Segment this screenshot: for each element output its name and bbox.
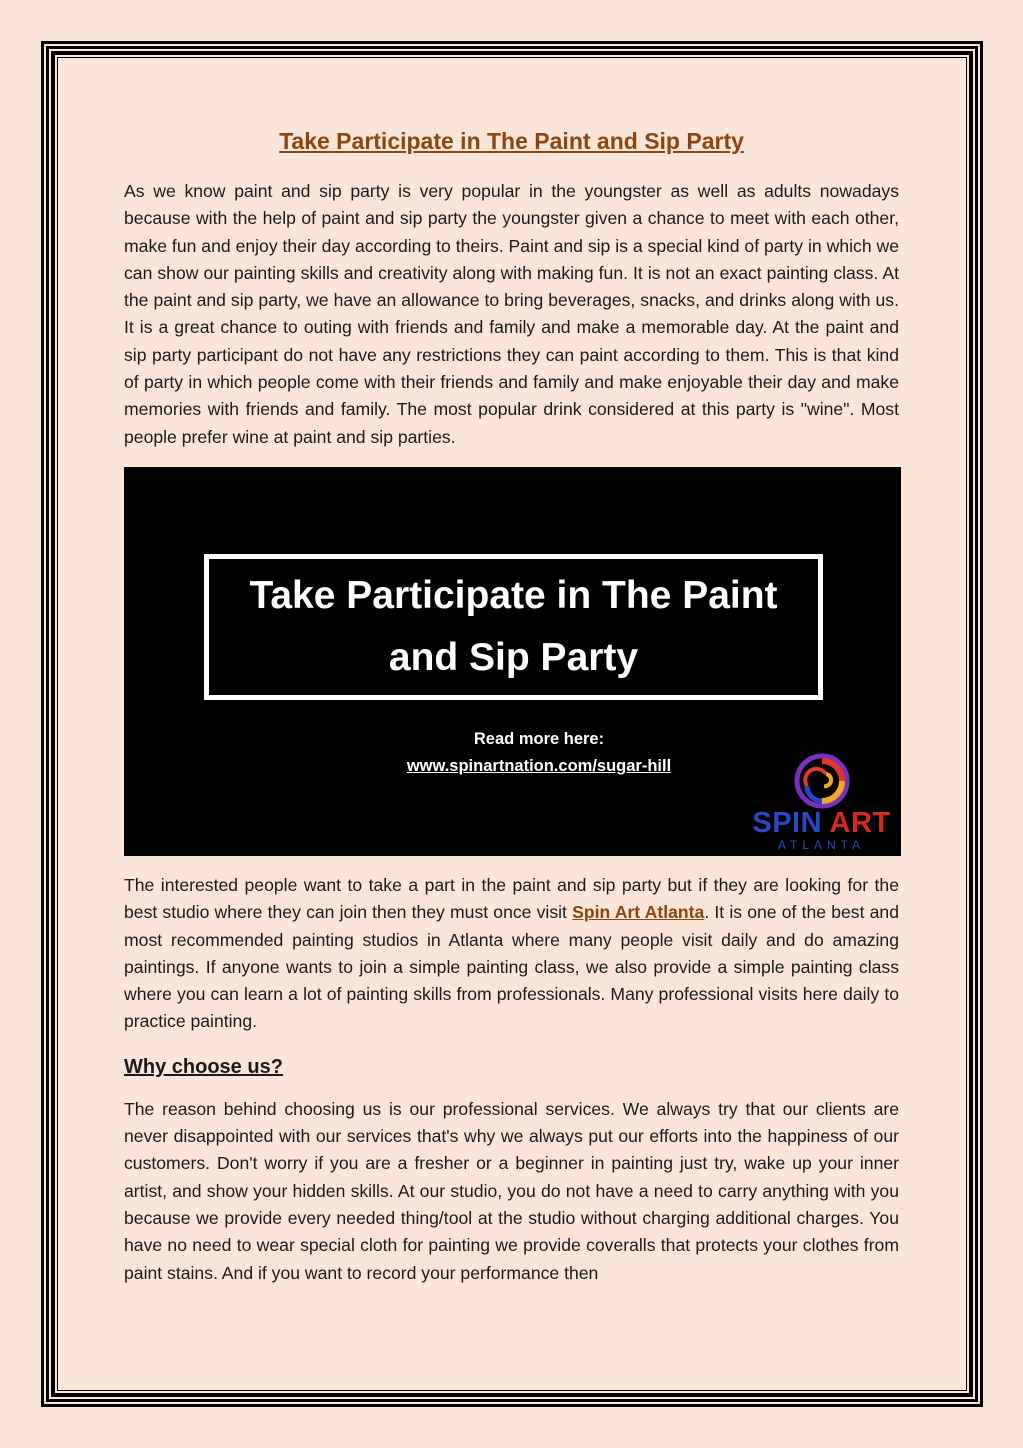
spin-art-logo — [744, 752, 899, 852]
spiral-icon — [744, 752, 899, 812]
studio-paragraph — [124, 872, 899, 1036]
banner-url: www.spinartnation.com/sugar-hill — [406, 756, 672, 775]
intro-paragraph: As we know paint and sip party is very popular in the youngster as well as adults nowadays because with the help of paint and sip party the youngster given a chance to meet with each other, make fun and enjoy their day according to theirs. Paint and sip is a special kind of party in which we can show our painting skills and creativity along with making fun. It is not an exact painting class. At the paint and sip party, we have an allowance to bring beverages, snacks, and drinks along with us. It is a great chance to outing with friends and family and make a memorable day. At the paint and sip party participant do not have any restrictions they can paint according to them. This is that kind of party in which people come with their friends and family and make enjoyable their day and make memories with friends and family. The most popular drink considered at this party is "wine". Most people prefer wine at paint and sip parties. — [124, 181, 899, 447]
studio-paragraph-end: . It is one of the best and most recommended painting studios in Atlanta where many people visit daily and do amazing paintings. If anyone wants to join a simple painting class, we also provide a simple painting class where you can learn a lot of painting skills from professionals. Many professional visits here daily to practice painting. — [124, 902, 899, 1032]
banner-title: Take Participate in The Paint and Sip Party — [249, 573, 778, 679]
banner-image — [124, 467, 901, 856]
document-body — [124, 124, 899, 1287]
why-choose-paragraph: The reason behind choosing us is our professional services. We always try that our clients are never disappointed with our services that's why we always put our efforts into the happiness of our customers. Don't worry if you are a fresher or a beginner in painting just try, wake up your inner artist, and show your hidden skills. At our studio, you do not have a need to carry anything with you because we provide every needed thing/tool at the studio without charging additional charges. You have no need to wear special cloth for painting we provide coveralls that protects your clothes from paint stains. And if you want to record your performance then — [124, 1098, 899, 1283]
document-title: Take Participate in The Paint and Sip Party — [279, 128, 744, 154]
logo-word-art: ART — [829, 806, 891, 839]
why-choose-heading: Why choose us? — [124, 1055, 283, 1078]
spin-art-atlanta-link[interactable]: Spin Art Atlanta — [572, 902, 705, 923]
studio-paragraph-start: The interested people want to take a part in the paint and sip party but if they are looking for the best studio where they can join then they must once visit — [124, 874, 899, 923]
logo-wordmark — [744, 807, 899, 840]
banner-read-more: Read more here: — [473, 729, 605, 748]
banner-title-box — [204, 554, 823, 700]
logo-subtitle: ATLANTA — [777, 837, 866, 852]
logo-word-spin: SPIN — [752, 806, 823, 839]
